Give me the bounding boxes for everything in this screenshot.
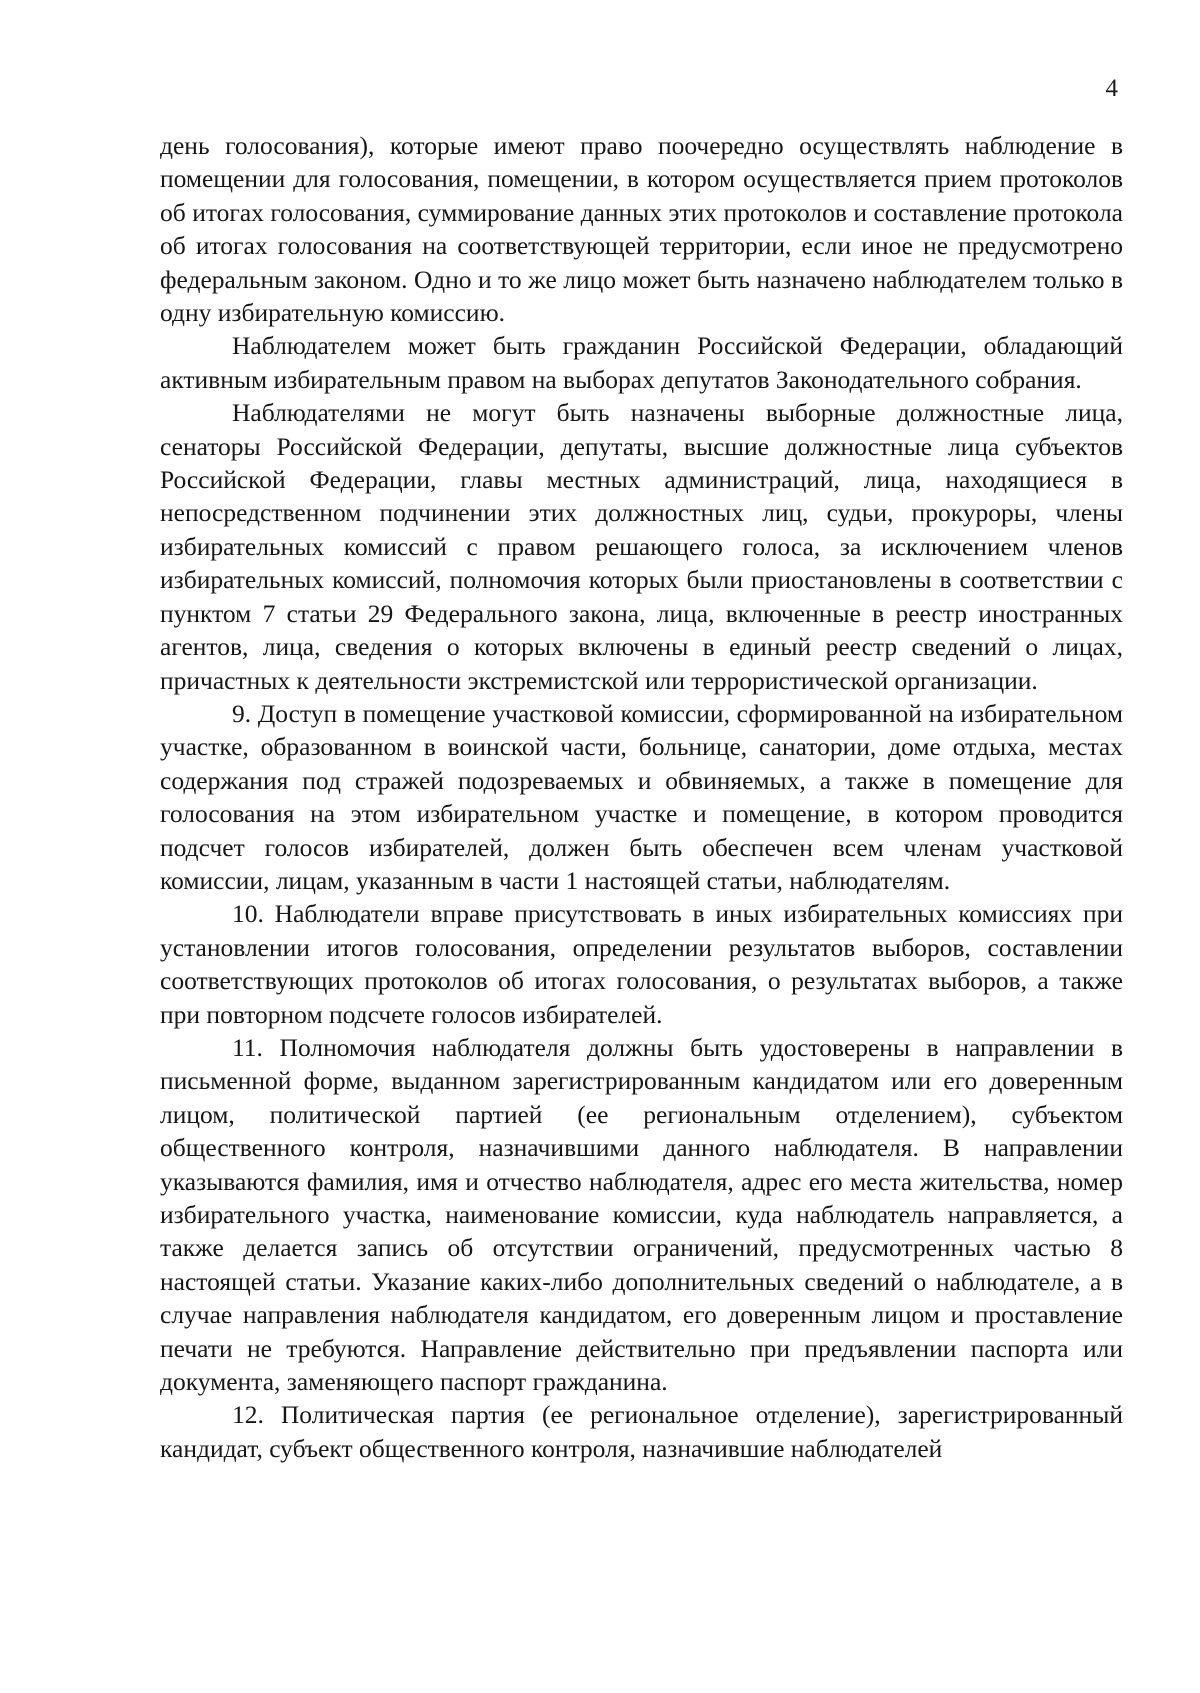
paragraph-clause-12: 12. Политическая партия (ее региональное отделение), зарегистрированный кандидат, субъект общественного контроля, назначившие наблюдателей bbox=[160, 1400, 1123, 1463]
page-number: 4 bbox=[1105, 75, 1118, 102]
document-body bbox=[160, 129, 1123, 1465]
paragraph-observer-eligibility: Наблюдателем может быть гражданин Российской Федерации, обладающий активным избирательным правом на выборах депутатов Законодательного собрания. bbox=[160, 331, 1123, 394]
paragraph-observer-restrictions: Наблюдателями не могут быть назначены выборные должностные лица, сенаторы Российской Федерации, депутаты, высшие должностные лица субъектов Российской Федерации, главы местных администраций, лица, находящиеся в непосредственном подчинении этих должностных лиц, судьи, прокуроры, члены избирательных комиссий с правом решающего голоса, за исключением членов избирательных комиссий, полномочия которых были приостановлены в соответствии с пунктом 7 статьи 29 Федерального закона, лица, включенные в реестр иностранных агентов, лица, сведения о которых включены в единый реестр сведений о лицах, причастных к деятельности экстремистской или террористической организации. bbox=[160, 398, 1123, 695]
paragraph-clause-11: 11. Полномочия наблюдателя должны быть удостоверены в направлении в письменной форме, выданном зарегистрированным кандидатом или его доверенным лицом, политической партией (ее региональным отделением), субъектом общественного контроля, назначившими данного наблюдателя. В направлении указываются фамилия, имя и отчество наблюдателя, адрес его места жительства, номер избирательного участка, наименование комиссии, куда наблюдатель направляется, а также делается запись об отсутствии ограничений, предусмотренных частью 8 настоящей статьи. Указание каких-либо дополнительных сведений о наблюдателе, а в случае направления наблюдателя кандидатом, его доверенным лицом и проставление печати не требуются. Направление действительно при предъявлении паспорта или документа, заменяющего паспорт гражданина. bbox=[160, 1032, 1123, 1397]
paragraph-continuation: день голосования), которые имеют право поочередно осуществлять наблюдение в помещении для голосования, помещении, в котором осуществляется прием протоколов об итогах голосования, суммирование данных этих протоколов и составление протокола об итогах голосования на соответствующей территории, если иное не предусмотрено федеральным законом. Одно и то же лицо может быть назначено наблюдателем только в одну избирательную комиссию. bbox=[160, 131, 1123, 328]
paragraph-clause-9: 9. Доступ в помещение участковой комиссии, сформированной на избирательном участке, образованном в воинской части, больнице, санатории, доме отдыха, местах содержания под стражей подозреваемых и обвиняемых, а также в помещение для голосования на этом избирательном участке и помещение, в котором проводится подсчет голосов избирателей, должен быть обеспечен всем членам участковой комиссии, лицам, указанным в части 1 настоящей статьи, наблюдателям. bbox=[160, 698, 1123, 895]
paragraph-clause-10: 10. Наблюдатели вправе присутствовать в иных избирательных комиссиях при установлении итогов голосования, определении результатов выборов, составлении соответствующих протоколов об итогах голосования, о результатах выборов, а также при повторном подсчете голосов избирателей. bbox=[160, 899, 1123, 1029]
